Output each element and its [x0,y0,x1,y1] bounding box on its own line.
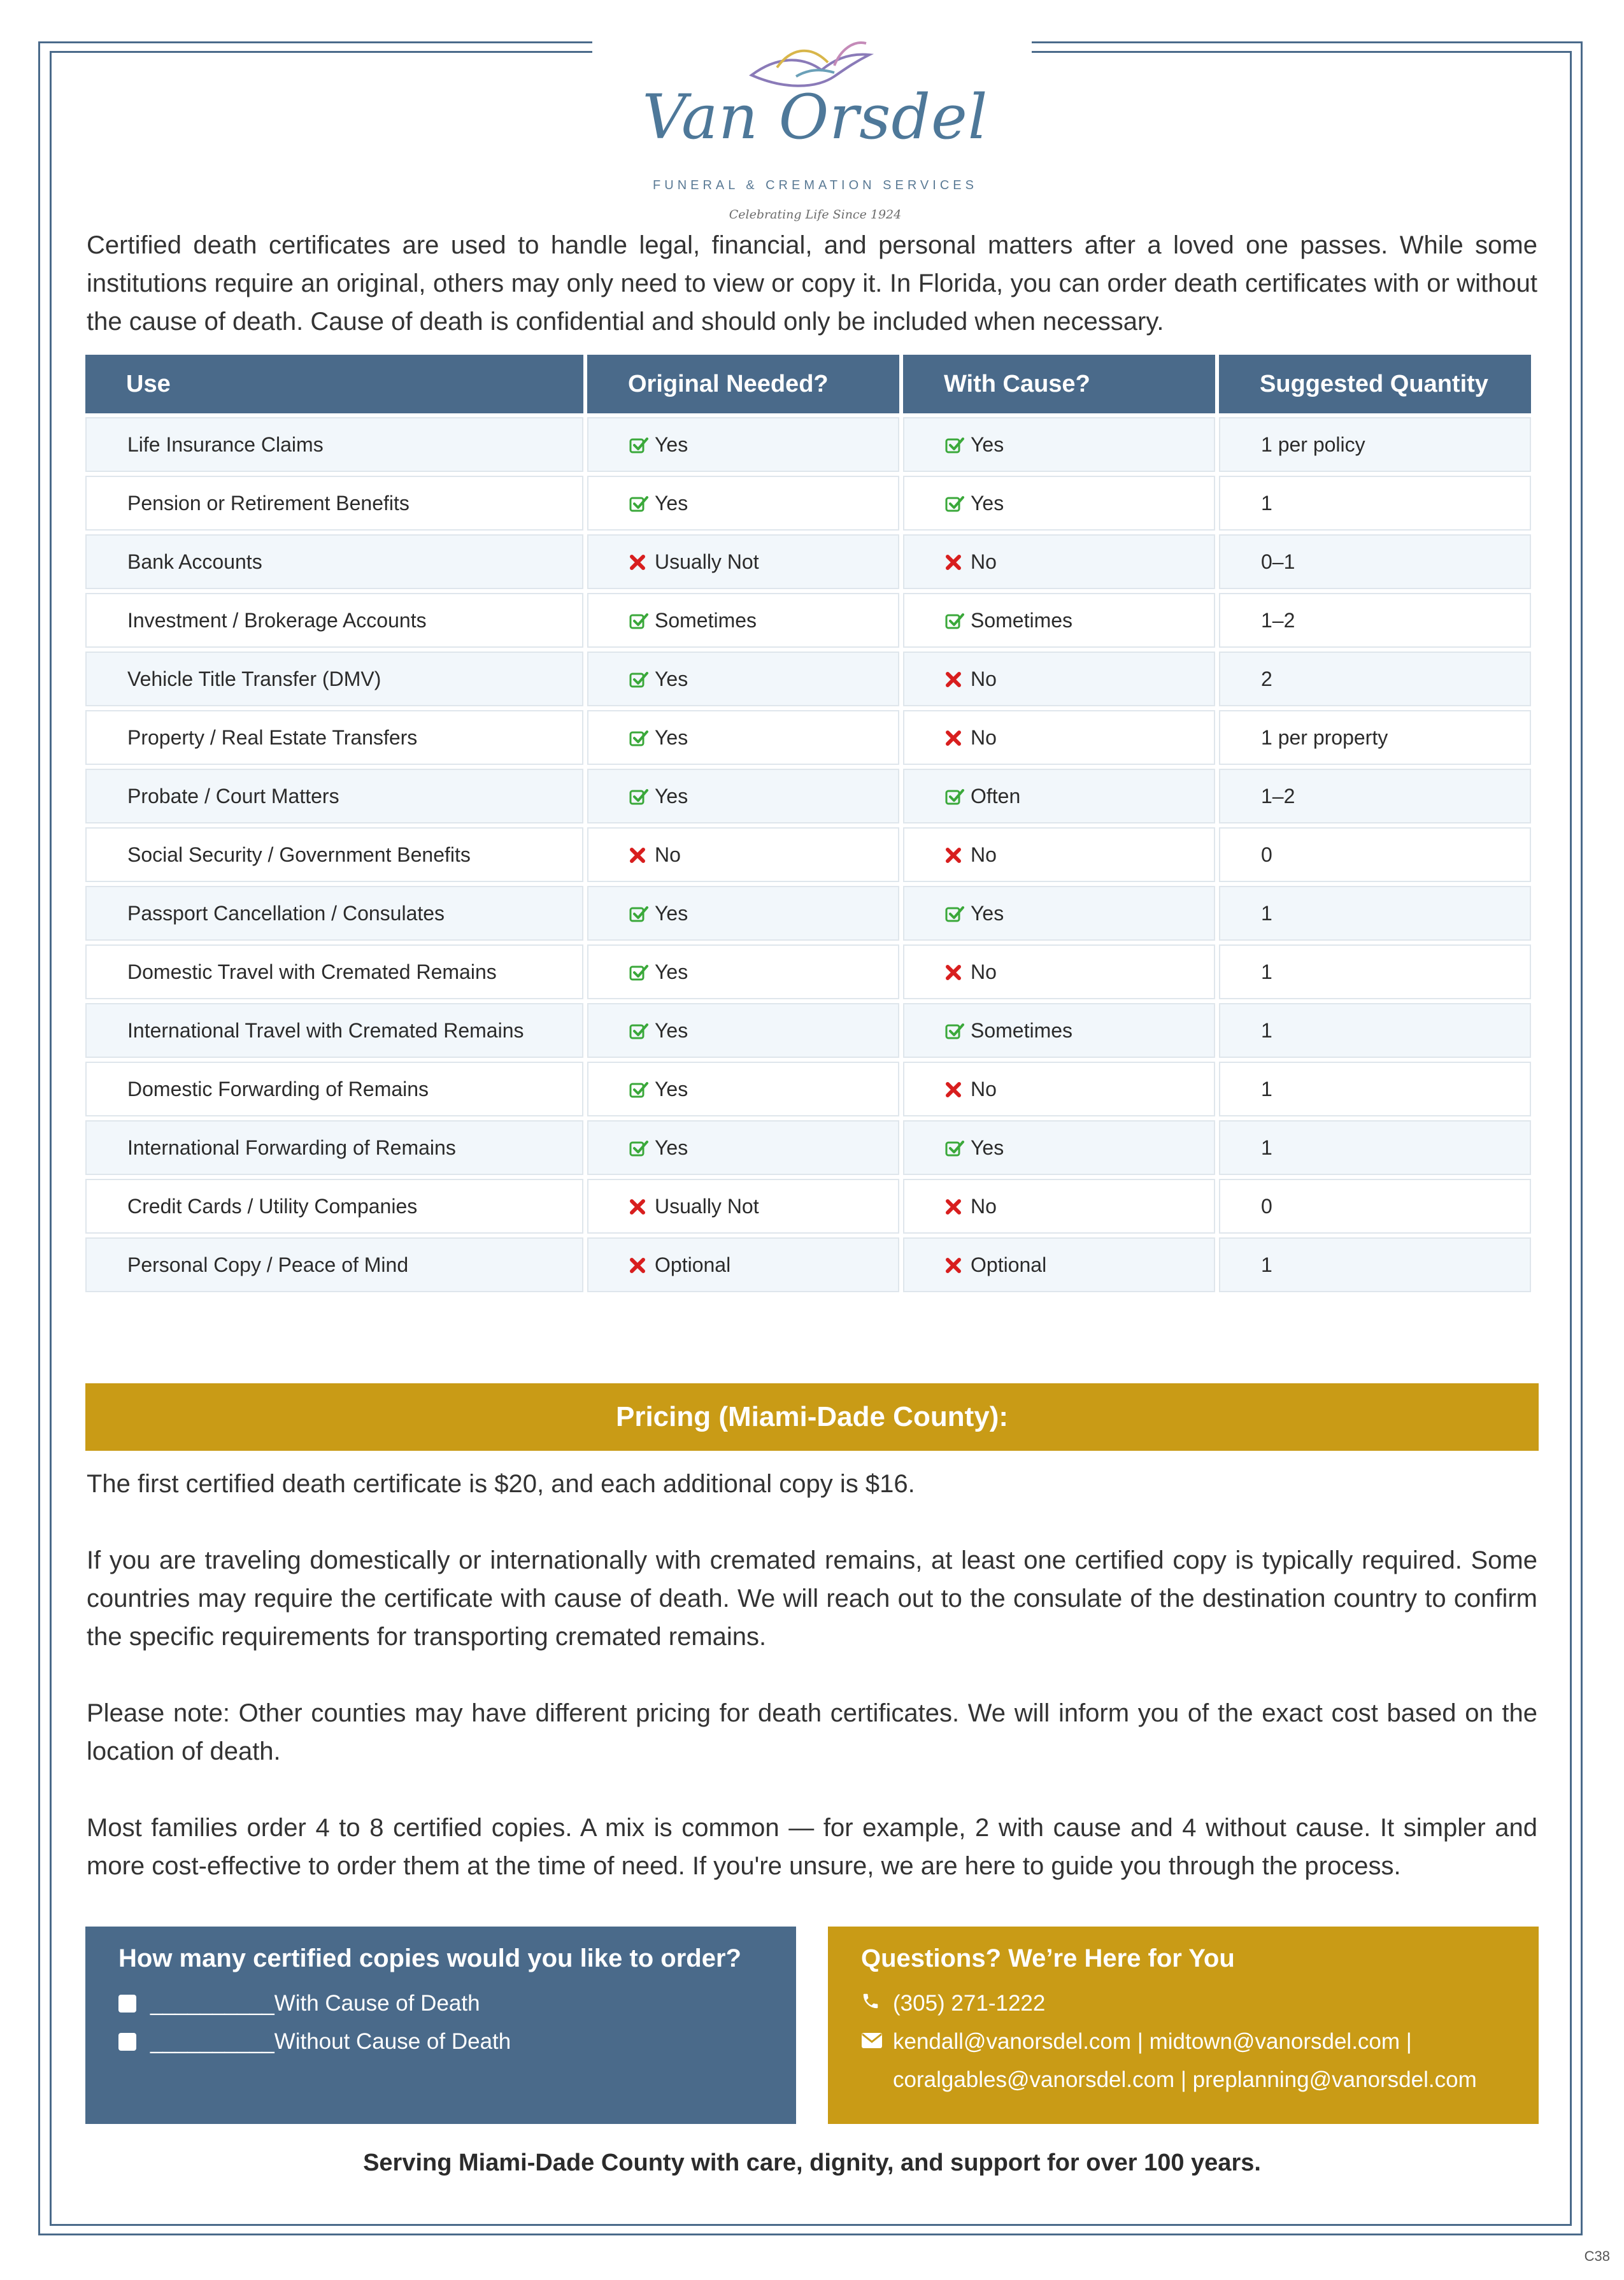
pricing-paragraph-4: Most families order 4 to 8 certified copies. A mix is common — for example, 2 with cause and 4 without cause. It simpler and more cost-effective to order them at the time of need. If you're unsure, we are here to guide you through the process. [87,1814,1537,1880]
x-icon [945,1195,971,1218]
with-cause-cell [903,944,1215,999]
suggested-quantity-cell [1219,1062,1531,1116]
check-icon [629,785,655,808]
use-text: Life Insurance Claims [127,432,324,456]
original-needed-text: No [655,843,681,866]
suggested-quantity-cell [1219,1237,1531,1292]
original-needed-text: Yes [655,491,688,515]
check-icon [629,1136,655,1159]
with-cause-cell [903,1062,1215,1116]
with-cause-text: Yes [971,432,1004,456]
with-cause-text: No [971,960,997,983]
table-row [85,1003,1531,1058]
contact-phone [861,1984,1506,2023]
suggested-quantity-cell [1219,944,1531,999]
check-icon [629,960,655,983]
header-with-cause: With Cause? [903,355,1215,413]
original-needed-cell [587,886,899,941]
suggested-quantity-cell [1219,1003,1531,1058]
with-cause-text: Optional [971,1253,1047,1276]
use-text: Property / Real Estate Transfers [127,725,418,749]
suggested-quantity-text: 1 [1261,1077,1272,1101]
order-option-without-cause [118,2023,763,2061]
use-cell [85,710,583,765]
use-text: International Forwarding of Remains [127,1136,456,1159]
contact-emails [861,2023,1506,2061]
table-row [85,476,1531,531]
use-text: Vehicle Title Transfer (DMV) [127,667,381,690]
x-icon [629,1253,655,1276]
original-needed-cell [587,1062,899,1116]
page-code: C38 [1584,2248,1610,2264]
x-icon [945,960,971,983]
check-icon [629,609,655,632]
without-cause-checkbox[interactable] [118,2033,136,2051]
use-cell [85,944,583,999]
suggested-quantity-cell [1219,534,1531,589]
suggested-quantity-text: 1–2 [1261,784,1295,808]
original-needed-text: Usually Not [655,550,759,573]
with-cause-cell [903,1179,1215,1234]
x-icon [945,843,971,866]
x-icon [945,1078,971,1101]
contact-emails-continued [861,2061,1506,2099]
with-cause-text: No [971,667,997,690]
original-needed-cell [587,1179,899,1234]
use-cell [85,652,583,706]
check-icon [629,726,655,749]
with-cause-text: No [971,843,997,866]
suggested-quantity-cell [1219,417,1531,472]
original-needed-text: Yes [655,901,688,925]
with-cause-cell [903,652,1215,706]
logo-name: Van Orsdel [642,82,988,153]
suggested-quantity-text: 1 [1261,901,1272,925]
table-row [85,944,1531,999]
original-needed-cell [587,417,899,472]
suggested-quantity-text: 1 per policy [1261,432,1365,456]
table-row [85,886,1531,941]
header-original-needed: Original Needed? [587,355,899,413]
original-needed-text: Usually Not [655,1194,759,1218]
original-needed-cell [587,944,899,999]
footer-tagline: Serving Miami-Dade County with care, dignity, and support for over 100 years. [363,2149,1261,2176]
suggested-quantity-text: 1 per property [1261,725,1388,749]
original-needed-cell [587,827,899,882]
contact-phone-number[interactable]: (305) 271-1222 [893,1991,1046,2016]
original-needed-cell [587,652,899,706]
suggested-quantity-text: 1 [1261,491,1272,515]
table-row [85,710,1531,765]
intro-paragraph: Certified death certificates are used to handle legal, financial, and personal matters after a loved one passes. While some institutions require an original, others may only need to view or copy it. In Florida, you can order death certificates with or without the cause of death. Cause of death is confidential and should only be included when necessary. [87,231,1537,336]
use-cell [85,1003,583,1058]
use-text: Social Security / Government Benefits [127,843,471,866]
with-cause-cell [903,1120,1215,1175]
suggested-quantity-cell [1219,1120,1531,1175]
suggested-quantity-cell [1219,886,1531,941]
with-cause-text: Sometimes [971,608,1073,632]
original-needed-cell [587,1120,899,1175]
use-cell [85,534,583,589]
original-needed-text: Yes [655,432,688,456]
table-row [85,534,1531,589]
use-text: International Travel with Cremated Remains [127,1018,524,1042]
with-cause-cell [903,1003,1215,1058]
with-cause-text: Sometimes [971,1018,1073,1042]
use-text: Credit Cards / Utility Companies [127,1194,418,1218]
check-icon [945,492,971,515]
x-icon [945,1253,971,1276]
suggested-quantity-text: 1 [1261,1253,1272,1276]
suggested-quantity-text: 0–1 [1261,550,1295,573]
without-cause-label: __________Without Cause of Death [150,2029,511,2054]
use-cell [85,1179,583,1234]
pricing-paragraph-1: The first certified death certificate is $20, and each additional copy is $16. [87,1470,915,1498]
with-cause-text: No [971,1077,997,1101]
original-needed-cell [587,1237,899,1292]
original-needed-text: Yes [655,725,688,749]
table-row [85,1120,1531,1175]
pricing-heading: Pricing (Miami-Dade County): [85,1383,1539,1451]
contact-box [828,1927,1539,2124]
table-row [85,593,1531,648]
logo-tagline: Celebrating Life Since 1924 [729,208,902,222]
with-cause-cell [903,886,1215,941]
suggested-quantity-cell [1219,1179,1531,1234]
use-text: Bank Accounts [127,550,262,573]
with-cause-text: No [971,725,997,749]
order-box-title: How many certified copies would you like to order? [118,1944,741,1972]
x-icon [945,667,971,690]
use-cell [85,1237,583,1292]
with-cause-cell [903,476,1215,531]
original-needed-text: Yes [655,1136,688,1159]
table-row [85,1237,1531,1292]
original-needed-cell [587,769,899,823]
suggested-quantity-cell [1219,710,1531,765]
contact-box-title: Questions? We’re Here for You [861,1944,1235,1972]
suggested-quantity-cell [1219,769,1531,823]
check-icon [945,609,971,632]
x-icon [629,1195,655,1218]
table-row [85,652,1531,706]
table-row [85,1179,1531,1234]
check-icon [945,902,971,925]
with-cause-text: No [971,550,997,573]
x-icon [945,550,971,573]
suggested-quantity-text: 1 [1261,960,1272,983]
logo-subtitle: FUNERAL & CREMATION SERVICES [653,178,978,192]
suggested-quantity-cell [1219,593,1531,648]
with-cause-cell [903,710,1215,765]
original-needed-cell [587,710,899,765]
phone-icon [861,1984,884,2023]
with-cause-cell [903,534,1215,589]
with-cause-text: Yes [971,491,1004,515]
with-cause-cell [903,1237,1215,1292]
use-text: Pension or Retirement Benefits [127,491,410,515]
original-needed-text: Sometimes [655,608,757,632]
with-cause-text: Yes [971,1136,1004,1159]
suggested-quantity-text: 1 [1261,1018,1272,1042]
original-needed-text: Optional [655,1253,731,1276]
original-needed-cell [587,593,899,648]
table-row [85,417,1531,472]
table-header-row [85,355,1531,413]
check-icon [945,785,971,808]
logo [637,25,994,222]
use-cell [85,886,583,941]
suggested-quantity-text: 0 [1261,843,1272,866]
check-icon [629,433,655,456]
certificate-usage-table [82,351,1535,1296]
check-icon [629,492,655,515]
suggested-quantity-text: 1 [1261,1136,1272,1159]
check-icon [629,667,655,690]
table-row [85,1062,1531,1116]
original-needed-text: Yes [655,960,688,983]
original-needed-text: Yes [655,1077,688,1101]
check-icon [945,1136,971,1159]
suggested-quantity-cell [1219,827,1531,882]
suggested-quantity-cell [1219,652,1531,706]
with-cause-label: __________With Cause of Death [150,1991,480,2016]
check-icon [945,433,971,456]
with-cause-cell [903,593,1215,648]
check-icon [629,1019,655,1042]
contact-emails-line-1[interactable]: kendall@vanorsdel.com | midtown@vanorsdel.com | [893,2029,1412,2054]
with-cause-cell [903,769,1215,823]
envelope-icon [861,2023,884,2061]
order-option-with-cause [118,1984,763,2023]
original-needed-text: Yes [655,667,688,690]
with-cause-cell [903,827,1215,882]
original-needed-text: Yes [655,1018,688,1042]
with-cause-text: No [971,1194,997,1218]
original-needed-text: Yes [655,784,688,808]
with-cause-text: Often [971,784,1021,808]
x-icon [629,550,655,573]
check-icon [945,1019,971,1042]
use-cell [85,827,583,882]
use-text: Domestic Forwarding of Remains [127,1077,429,1101]
suggested-quantity-text: 2 [1261,667,1272,690]
table-row [85,769,1531,823]
contact-emails-line-2[interactable]: coralgables@vanorsdel.com | preplanning@vanorsdel.com [893,2067,1477,2092]
check-icon [629,1078,655,1101]
suggested-quantity-text: 1–2 [1261,608,1295,632]
x-icon [945,726,971,749]
use-text: Investment / Brokerage Accounts [127,608,427,632]
use-cell [85,417,583,472]
table-row [85,827,1531,882]
use-text: Personal Copy / Peace of Mind [127,1253,409,1276]
suggested-quantity-cell [1219,476,1531,531]
use-cell [85,1120,583,1175]
x-icon [629,843,655,866]
order-copies-box [85,1927,796,2124]
with-cause-cell [903,417,1215,472]
suggested-quantity-text: 0 [1261,1194,1272,1218]
use-text: Passport Cancellation / Consulates [127,901,445,925]
pricing-paragraph-3: Please note: Other counties may have different pricing for death certificates. We will inform you of the exact cost based on the location of death. [87,1699,1537,1765]
check-icon [629,902,655,925]
pricing-paragraph-2: If you are traveling domestically or internationally with cremated remains, at least one certified copy is typically required. Some countries may require the certificate with cause of death. We will reach out to the consulate of the destination country to confirm the specific requirements for transporting cremated remains. [87,1546,1537,1651]
original-needed-cell [587,1003,899,1058]
with-cause-text: Yes [971,901,1004,925]
with-cause-checkbox[interactable] [118,1995,136,2013]
use-cell [85,593,583,648]
use-text: Probate / Court Matters [127,784,339,808]
original-needed-cell [587,534,899,589]
original-needed-cell [587,476,899,531]
header-use: Use [85,355,583,413]
use-text: Domestic Travel with Cremated Remains [127,960,497,983]
header-suggested-quantity: Suggested Quantity [1219,355,1531,413]
use-cell [85,476,583,531]
use-cell [85,769,583,823]
use-cell [85,1062,583,1116]
